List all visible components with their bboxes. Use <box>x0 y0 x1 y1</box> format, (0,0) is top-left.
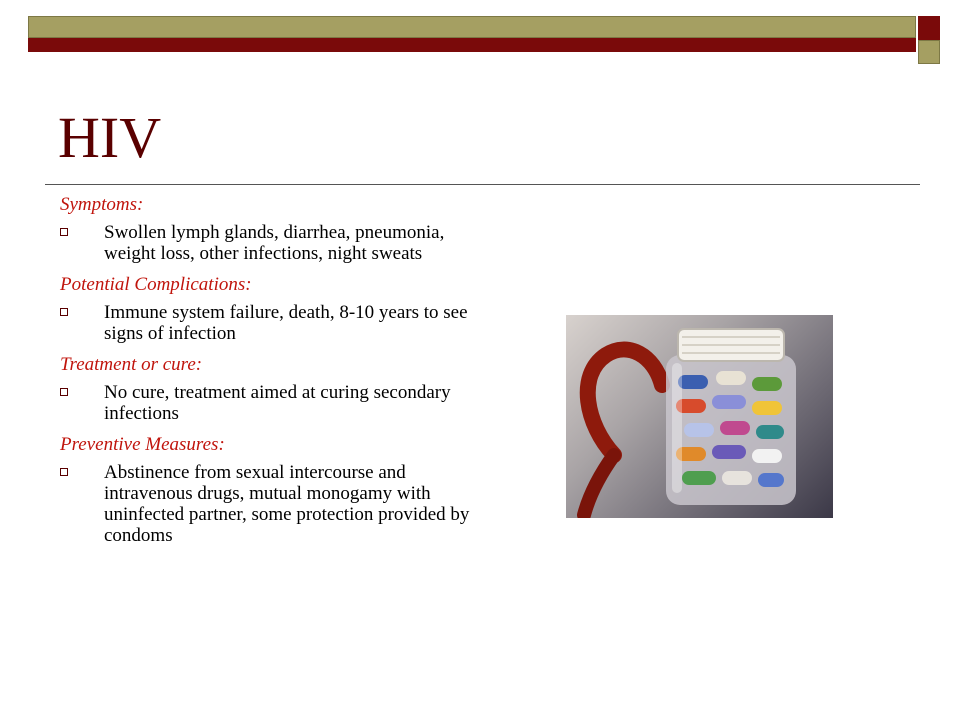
square-bullet-icon <box>60 468 68 476</box>
corner-square-red <box>918 16 940 40</box>
section-heading: Treatment or cure: <box>60 354 203 375</box>
list-item <box>60 302 480 344</box>
square-bullet-icon <box>60 388 68 396</box>
section-heading: Potential Complications: <box>60 274 252 295</box>
list-item <box>60 462 480 546</box>
list-item <box>60 222 480 264</box>
top-band-olive <box>28 16 916 38</box>
pill-jar-red-ribbon-icon <box>566 315 833 518</box>
list-item-text: No cure, treatment aimed at curing secondary infections <box>104 382 451 424</box>
section-heading: Preventive Measures: <box>60 434 225 455</box>
square-bullet-icon <box>60 308 68 316</box>
list-item-text: Abstinence from sexual intercourse and intravenous drugs, mutual monogamy with uninfected partner, some protection provided by condoms <box>104 462 470 546</box>
title-divider <box>45 184 920 185</box>
list-item <box>60 382 480 424</box>
section-heading: Symptoms: <box>60 194 144 215</box>
section-treatment <box>60 354 480 424</box>
list-item-text: Swollen lymph glands, diarrhea, pneumonia, weight loss, other infections, night sweats <box>104 222 445 264</box>
square-bullet-icon <box>60 228 68 236</box>
slide-content <box>60 194 480 556</box>
list-item-text: Immune system failure, death, 8-10 years to see signs of infection <box>104 302 468 344</box>
section-complications <box>60 274 480 344</box>
top-band-red <box>28 38 916 52</box>
section-symptoms <box>60 194 480 264</box>
section-prevention <box>60 434 480 546</box>
slide-title: HIV <box>58 105 162 170</box>
corner-square-olive <box>918 40 940 64</box>
